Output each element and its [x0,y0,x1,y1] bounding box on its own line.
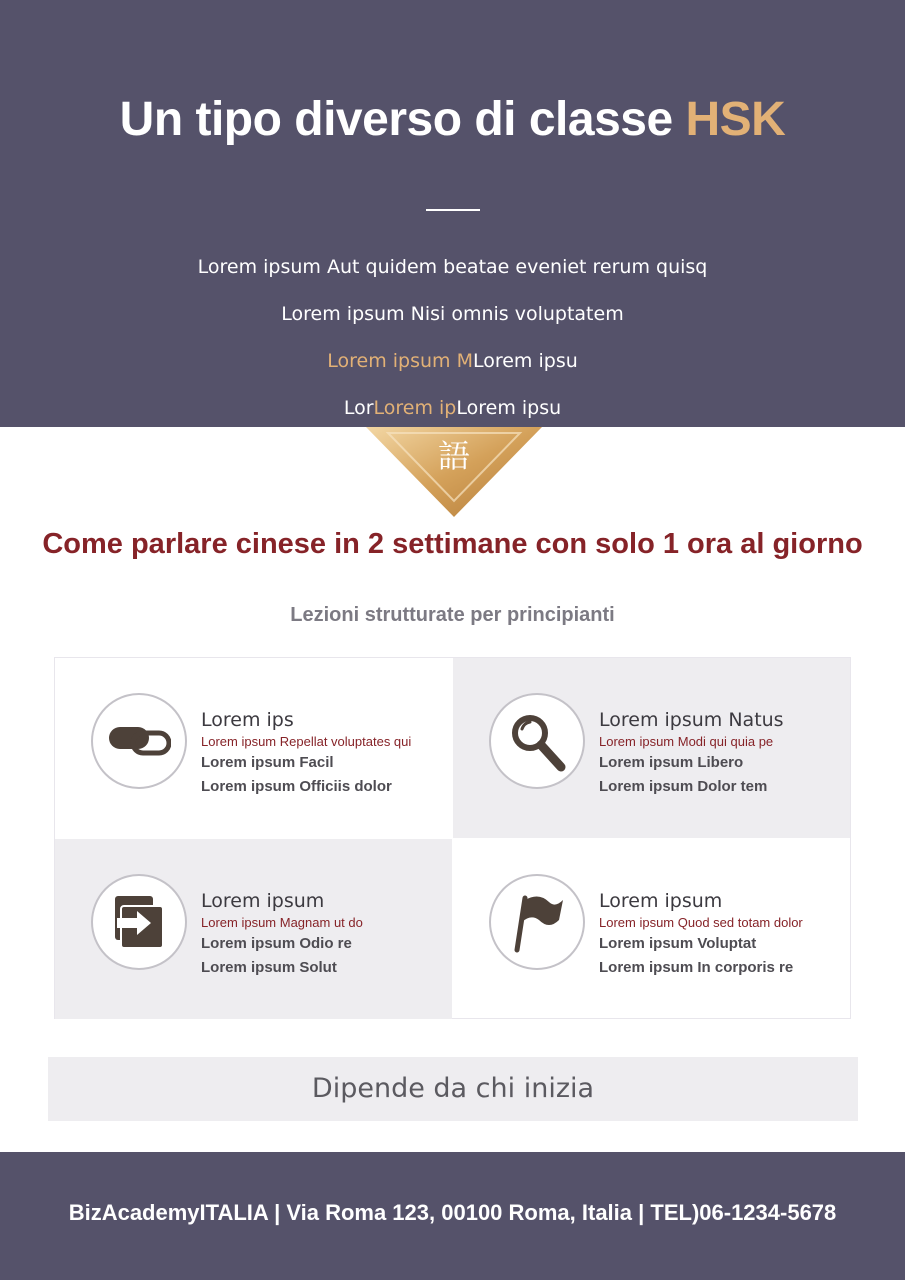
share-arrow-icon [107,890,171,954]
feature-text [201,889,441,980]
hero-line-4-text-end: Lorem ipsu [456,397,562,419]
subheadline: Lezioni strutturate per principianti [290,604,615,626]
badge-character: 語 [437,437,470,475]
feature-item: Lorem ipsum Voluptat [599,935,757,952]
hero-line-4-text-start: Lor [343,397,374,419]
link-icon [107,709,171,773]
hero-line-3-accent: Lorem ipsum M [327,350,473,372]
main-headline: Come parlare cinese in 2 settimane con solo 1 ora al giorno [42,528,863,560]
feature-icon-circle [489,693,585,789]
hero-line-4-accent: Lorem ip [373,397,457,419]
feature-text [201,708,441,799]
feature-subtitle: Lorem ipsum Quod sed totam dolor [599,915,803,930]
hero-divider [426,209,480,211]
feature-item: Lorem ipsum In corporis re [599,959,794,976]
feature-card [55,658,452,838]
feature-icon-circle [91,693,187,789]
hero-line-2-text: Lorem ipsum Nisi omnis voluptatem [281,303,624,325]
feature-item: Lorem ipsum Dolor tem [599,778,768,795]
feature-item: Lorem ipsum Solut [201,959,337,976]
feature-title: Lorem ipsum Natus [599,709,784,731]
feature-subtitle: Lorem ipsum Repellat voluptates qui [201,734,412,749]
feature-title: Lorem ipsum [599,890,723,912]
flag-icon [505,890,569,954]
hero-title [0,92,905,147]
feature-subtitle: Lorem ipsum Magnam ut do [201,915,363,930]
hero-line-1 [0,256,905,278]
feature-text [599,889,839,980]
feature-item: Lorem ipsum Odio re [201,935,352,952]
hero-line-3 [0,350,905,372]
magnifier-icon [505,709,569,773]
feature-item: Lorem ipsum Facil [201,754,334,771]
feature-card [55,839,452,1019]
features-grid [54,657,851,1019]
feature-icon-circle [489,874,585,970]
feature-title: Lorem ips [201,709,294,731]
hero-line-2 [0,303,905,325]
hero-section [0,0,905,427]
hero-line-3-text: Lorem ipsu [472,350,578,372]
feature-text [599,708,839,799]
feature-icon-circle [91,874,187,970]
feature-item: Lorem ipsum Libero [599,754,744,771]
hero-title-accent: HSK [685,93,786,146]
feature-item: Lorem ipsum Officiis dolor [201,778,392,795]
hero-line-1-text: Lorem ipsum Aut quidem beatae eveniet rerum quisq [197,256,708,278]
feature-title: Lorem ipsum [201,890,325,912]
chinese-character-badge [366,427,542,519]
footer-contact: BizAcademyITALIA | Via Roma 123, 00100 Roma, Italia | TEL)06-1234-5678 [68,1200,837,1225]
feature-card [453,658,850,838]
hero-line-4 [0,397,905,419]
cta-banner[interactable]: Dipende da chi inizia [48,1057,858,1121]
hero-title-main: Un tipo diverso di classe [119,93,673,146]
feature-card [453,839,850,1019]
footer [0,1152,905,1280]
feature-subtitle: Lorem ipsum Modi qui quia pe [599,734,774,749]
